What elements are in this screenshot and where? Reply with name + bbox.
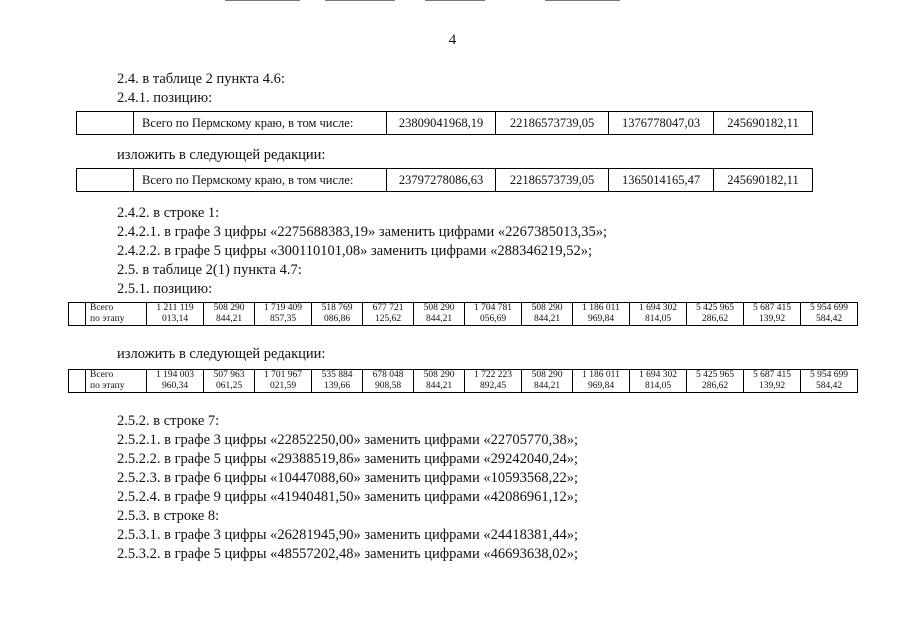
value-bottom: 857,35: [269, 314, 297, 324]
value-bottom: 125,62: [374, 314, 402, 324]
table-row: [77, 169, 813, 192]
value-cell: [312, 303, 363, 326]
value-bottom: 584,42: [815, 314, 843, 324]
new-edition-heading-1: изложить в следующей редакции:: [117, 147, 326, 163]
value-top: 1 194 003: [156, 370, 194, 380]
row-label: Всего по Пермскому краю, в том числе:: [134, 169, 387, 192]
value-top: 507 963: [213, 370, 245, 380]
value-cell: 22186573739,05: [496, 169, 609, 192]
value-cell: [522, 303, 573, 326]
value-cell: [414, 303, 465, 326]
row-label-bottom: по этапу: [90, 314, 125, 324]
value-cell: 245690182,11: [714, 169, 813, 192]
value-top: 508 290: [531, 370, 563, 380]
value-cell: [147, 370, 204, 393]
value-bottom: 056,69: [479, 314, 507, 324]
clause-2-5-2-2: 2.5.2.2. в графе 5 цифры «29388519,86» заменить цифрами «29242040,24»;: [117, 451, 579, 467]
clause-2-5-2-1: 2.5.2.1. в графе 3 цифры «22852250,00» заменить цифрами «22705770,38»;: [117, 432, 579, 448]
value-top: 1 694 302: [639, 370, 677, 380]
value-cell: [147, 303, 204, 326]
value-cell: [255, 370, 312, 393]
row-label-bottom: по этапу: [90, 381, 125, 391]
value-cell: [204, 370, 255, 393]
value-bottom: 584,42: [815, 381, 843, 391]
value-top: 508 290: [423, 370, 455, 380]
value-cell: [204, 303, 255, 326]
row-label: Всего по Пермскому краю, в том числе:: [134, 112, 387, 135]
value-cell: [801, 370, 858, 393]
value-cell: [744, 370, 801, 393]
value-top: 5 954 699: [810, 303, 848, 313]
value-top: 518 769: [321, 303, 353, 313]
top-rule-3: [425, 0, 485, 1]
value-bottom: 844,21: [533, 381, 561, 391]
clause-2-5-3-1: 2.5.3.1. в графе 3 цифры «26281945,90» заменить цифрами «24418381,44»;: [117, 527, 579, 543]
value-cell: 23809041968,19: [387, 112, 496, 135]
clause-2-4-2: 2.4.2. в строке 1:: [117, 205, 220, 221]
row-label-top: Всего: [90, 303, 114, 313]
value-bottom: 814,05: [644, 314, 672, 324]
clause-2-5: 2.5. в таблице 2(1) пункта 4.7:: [117, 262, 302, 278]
clause-2-4-2-1: 2.4.2.1. в графе 3 цифры «2275688383,19» заменить цифрами «2267385013,35»;: [117, 224, 608, 240]
value-top: 508 290: [423, 303, 455, 313]
value-top: 1 701 967: [264, 370, 302, 380]
table-2-1-new-position: [68, 369, 858, 393]
value-top: 1 186 011: [582, 370, 620, 380]
clause-2-5-3-2: 2.5.3.2. в графе 5 цифры «48557202,48» заменить цифрами «46693638,02»;: [117, 546, 579, 562]
value-bottom: 139,92: [758, 314, 786, 324]
row-label-top: Всего: [90, 370, 114, 380]
top-rule-1: [225, 0, 300, 1]
value-bottom: 969,84: [587, 314, 615, 324]
value-cell: [687, 303, 744, 326]
value-cell: [744, 303, 801, 326]
value-top: 5 425 965: [696, 303, 734, 313]
value-cell: [465, 303, 522, 326]
table-row: [77, 112, 813, 135]
value-cell: [414, 370, 465, 393]
top-rule-4: [545, 0, 620, 1]
value-bottom: 969,84: [587, 381, 615, 391]
value-top: 1 704 781: [474, 303, 512, 313]
clause-2-5-1: 2.5.1. позицию:: [117, 281, 213, 297]
value-top: 677 721: [372, 303, 404, 313]
clause-2-4-2-2: 2.4.2.2. в графе 5 цифры «300110101,08» заменить цифрами «288346219,52»;: [117, 243, 592, 259]
value-cell: [630, 370, 687, 393]
value-bottom: 086,86: [323, 314, 351, 324]
value-top: 1 722 223: [474, 370, 512, 380]
table-2-new-position: [76, 168, 813, 192]
top-rule-2: [325, 0, 395, 1]
value-bottom: 286,62: [701, 381, 729, 391]
value-bottom: 960,34: [161, 381, 189, 391]
value-cell: [363, 303, 414, 326]
new-edition-heading-2: изложить в следующей редакции:: [117, 346, 326, 362]
value-bottom: 844,21: [425, 314, 453, 324]
value-bottom: 814,05: [644, 381, 672, 391]
value-top: 535 884: [321, 370, 353, 380]
empty-cell: [77, 112, 134, 135]
value-bottom: 892,45: [479, 381, 507, 391]
value-cell: 245690182,11: [714, 112, 813, 135]
table-row: [69, 370, 858, 393]
value-top: 1 694 302: [639, 303, 677, 313]
value-top: 508 290: [531, 303, 563, 313]
value-bottom: 139,66: [323, 381, 351, 391]
value-top: 5 687 415: [753, 303, 791, 313]
clause-2-5-3: 2.5.3. в строке 8:: [117, 508, 220, 524]
value-bottom: 286,62: [701, 314, 729, 324]
value-cell: [363, 370, 414, 393]
value-bottom: 061,25: [215, 381, 243, 391]
empty-cell: [69, 303, 86, 326]
page-number: 4: [448, 32, 457, 48]
value-bottom: 139,92: [758, 381, 786, 391]
clause-2-5-2-4: 2.5.2.4. в графе 9 цифры «41940481,50» заменить цифрами «42086961,12»;: [117, 489, 579, 505]
value-top: 508 290: [213, 303, 245, 313]
value-top: 1 719 409: [264, 303, 302, 313]
value-top: 1 211 119: [156, 303, 194, 313]
value-cell: [573, 370, 630, 393]
table-2-old-position: [76, 111, 813, 135]
empty-cell: [77, 169, 134, 192]
value-cell: [630, 303, 687, 326]
value-top: 5 425 965: [696, 370, 734, 380]
clause-2-5-2: 2.5.2. в строке 7:: [117, 413, 220, 429]
value-top: 5 954 699: [810, 370, 848, 380]
value-top: 5 687 415: [753, 370, 791, 380]
value-cell: [465, 370, 522, 393]
row-label: [86, 370, 147, 393]
value-cell: [687, 370, 744, 393]
value-cell: 1376778047,03: [609, 112, 714, 135]
empty-cell: [69, 370, 86, 393]
value-cell: [801, 303, 858, 326]
value-bottom: 908,58: [374, 381, 402, 391]
value-cell: [573, 303, 630, 326]
value-cell: 23797278086,63: [387, 169, 496, 192]
clause-2-4-1: 2.4.1. позицию:: [117, 90, 213, 106]
value-cell: [312, 370, 363, 393]
table-row: [69, 303, 858, 326]
value-bottom: 021,59: [269, 381, 297, 391]
value-cell: 22186573739,05: [496, 112, 609, 135]
value-bottom: 844,21: [533, 314, 561, 324]
table-2-1-old-position: [68, 302, 858, 326]
value-cell: [522, 370, 573, 393]
value-bottom: 013,14: [161, 314, 189, 324]
clause-2-4: 2.4. в таблице 2 пункта 4.6:: [117, 71, 285, 87]
value-cell: [255, 303, 312, 326]
value-top: 678 048: [372, 370, 404, 380]
value-cell: 1365014165,47: [609, 169, 714, 192]
clause-2-5-2-3: 2.5.2.3. в графе 6 цифры «10447088,60» заменить цифрами «10593568,22»;: [117, 470, 579, 486]
row-label: [86, 303, 147, 326]
value-top: 1 186 011: [582, 303, 620, 313]
value-bottom: 844,21: [215, 314, 243, 324]
value-bottom: 844,21: [425, 381, 453, 391]
